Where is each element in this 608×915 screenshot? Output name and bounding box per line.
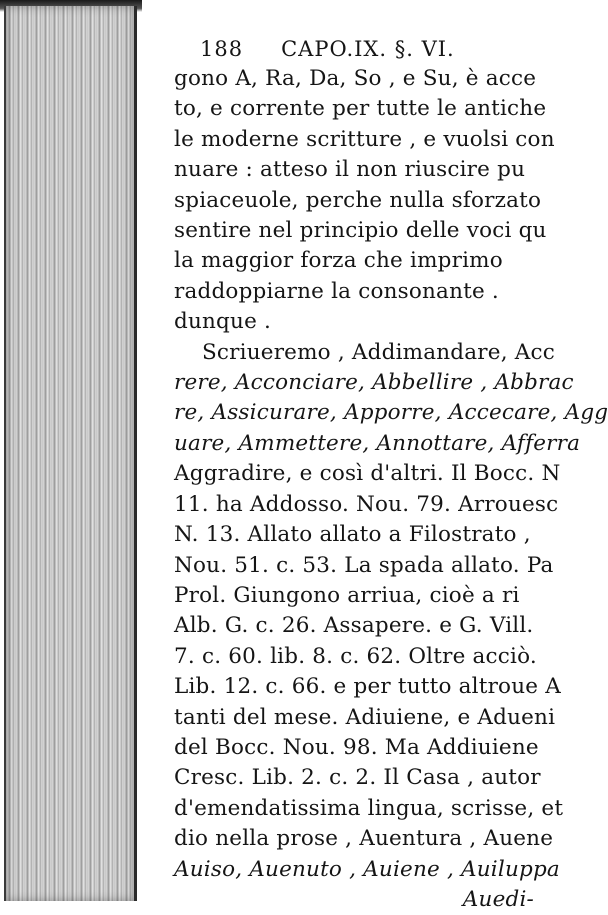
page-text <box>174 34 608 915</box>
text-line: Alb. G. c. 26. Assapere. e G. Vill. <box>174 613 534 639</box>
text-line: tanti del mese. Adiuiene, e Adueni <box>174 704 556 730</box>
text-line: 11. ha Addosso. Nou. 79. Arrouesc <box>174 491 559 517</box>
text-line: dio nella prose , Auentura , Auene <box>174 826 554 852</box>
catchword: Auedi- <box>462 886 534 912</box>
text-line: N. 13. Allato allato a Filostrato , <box>174 522 531 548</box>
text-line: raddoppiarne la consonante . <box>174 278 499 304</box>
text-line: del Bocc. Nou. 98. Ma Addiuiene <box>174 734 539 760</box>
text-line: re, Assicurare, Apporre, Accecare, Agg <box>174 400 608 426</box>
text-line: d'emendatissima lingua, scrisse, et <box>174 795 564 821</box>
running-title: CAPO.IX. §. VI. <box>281 37 455 61</box>
text-line: le moderne scritture , e vuolsi con <box>174 126 555 152</box>
text-line: rere, Acconciare, Abbellire , Abbrac <box>174 370 574 396</box>
page-number: 188 <box>200 37 244 61</box>
text-line: Scriueremo , Addimandare, Acc <box>202 339 555 365</box>
text-line: to, e corrente per tutte le antiche <box>174 96 547 122</box>
text-line: Aggradire, e così d'altri. Il Bocc. N <box>174 461 561 487</box>
text-line: nuare : atteso il non riuscire pu <box>174 157 526 183</box>
text-line: Cresc. Lib. 2. c. 2. Il Casa , autor <box>174 765 541 791</box>
text-line: Auiso, Auenuto , Auiene , Auiluppa <box>174 856 560 882</box>
text-line: Prol. Giungono arriua, cioè a ri <box>174 582 520 608</box>
text-line: Lib. 12. c. 66. e per tutto altroue A <box>174 674 561 700</box>
text-line: sentire nel principio delle voci qu <box>174 218 547 244</box>
text-line: 7. c. 60. lib. 8. c. 62. Oltre acciò. <box>174 643 537 669</box>
book-gutter <box>0 0 142 900</box>
text-line: la maggior forza che imprimo <box>174 248 503 274</box>
text-line: dunque . <box>174 309 272 335</box>
text-line: gono A, Ra, Da, So , e Su, è acce <box>174 66 537 91</box>
page-header <box>174 34 574 64</box>
text-line: Nou. 51. c. 53. La spada allato. Pa <box>174 552 554 578</box>
text-line: uare, Ammettere, Annottare, Afferra <box>174 430 581 456</box>
text-line: spiaceuole, perche nulla sforzato <box>174 187 542 213</box>
stacked-page-edges <box>4 6 137 901</box>
